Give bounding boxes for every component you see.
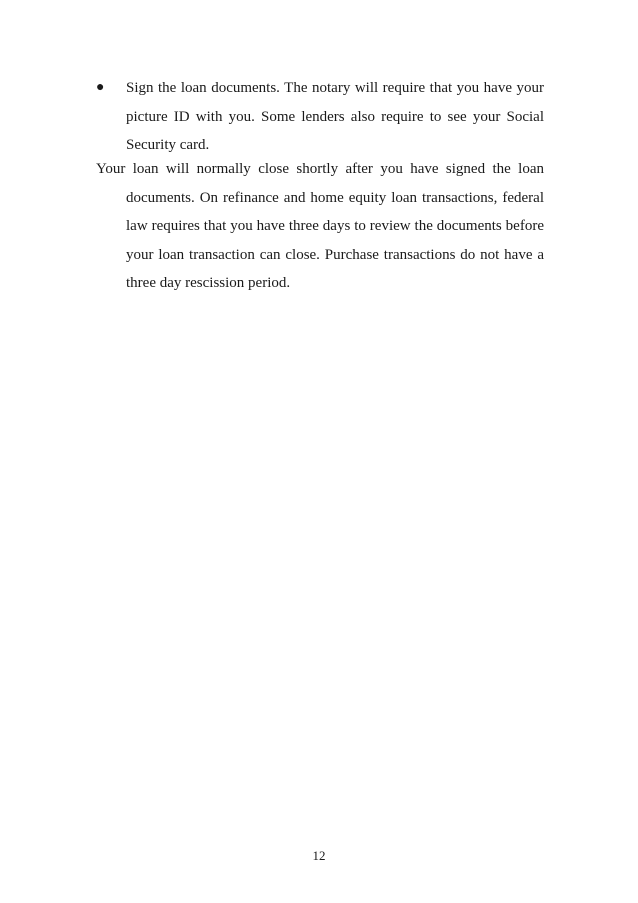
page-number: 12: [312, 848, 326, 863]
body-paragraph: Your loan will normally close shortly after you have signed the loan documents. On refinance and home equity loan transactions, federal law requires that you have three days to review the documents before your loan transaction can close. Purchase transactions do not have a three day rescission period.: [96, 161, 544, 292]
bullet-dot-icon: ●: [96, 80, 105, 95]
bullet-item-text: Sign the loan documents. The notary will require that you have your picture ID with you. Some lenders also require to see your Social Security card.: [126, 80, 544, 154]
